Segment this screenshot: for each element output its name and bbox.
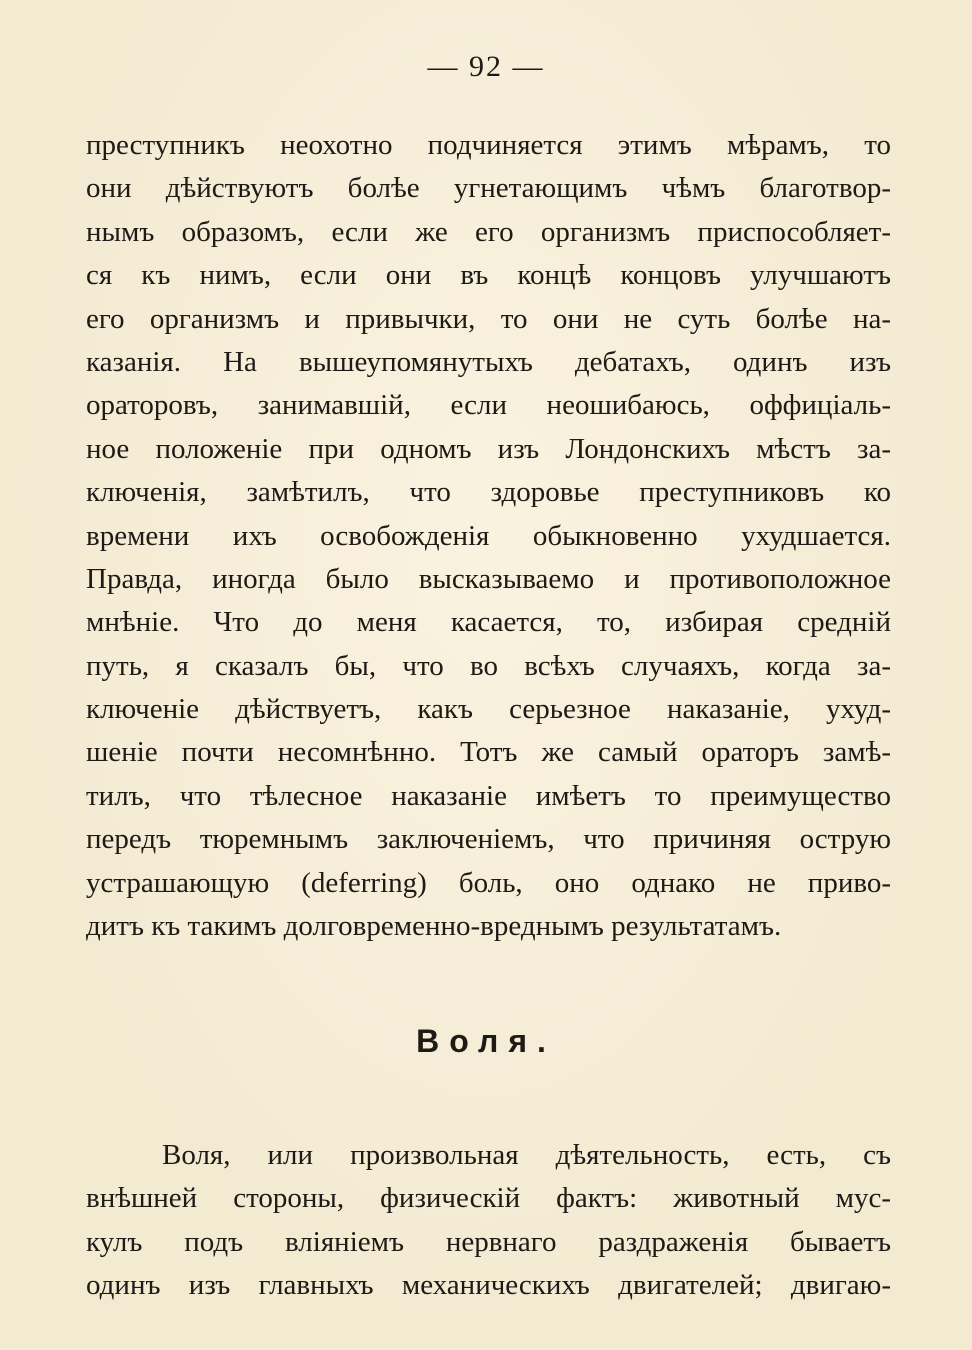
paragraph-2 [86, 1134, 891, 1308]
text-line: шеніе почти несомнѣнно. Тотъ же самый ораторъ замѣ- [86, 736, 891, 769]
page-number: — 92 — [427, 50, 545, 83]
text-line: устрашающую (deferring) боль, оно однако не приво- [86, 866, 891, 899]
text-line: ключенія, замѣтилъ, что здоровье преступниковъ ко [86, 476, 891, 509]
text-line: ся къ нимъ, если они въ концѣ концовъ улучшаютъ [86, 259, 891, 292]
text-line: тилъ, что тѣлесное наказаніе имѣетъ то преимущество [86, 779, 891, 812]
text-line: одинъ изъ главныхъ механическихъ двигателей; двигаю- [86, 1269, 891, 1302]
text-line: ораторовъ, занимавшій, если неошибаюсь, оффиціаль- [86, 389, 891, 422]
text-line: мнѣніе. Что до меня касается, то, избирая средній [86, 606, 891, 639]
text-line: путь, я сказалъ бы, что во всѣхъ случаяхъ, когда за- [86, 649, 891, 682]
text-line: преступникъ неохотно подчиняется этимъ мѣрамъ, то [86, 129, 891, 161]
paragraph-1 [86, 124, 891, 948]
text-line: кулъ подъ вліяніемъ нервнаго раздраженія бываетъ [86, 1225, 891, 1258]
section-heading: Воля. [416, 1023, 556, 1059]
text-line: его организмъ и привычки, то они не суть болѣе на- [86, 302, 891, 335]
text-line: времени ихъ освобожденія обыкновенно ухудшается. [86, 519, 891, 552]
text-line: казанія. На вышеупомянутыхъ дебатахъ, одинъ изъ [86, 345, 891, 378]
text-line: ное положеніе при одномъ изъ Лондонскихъ мѣстъ за- [86, 432, 891, 465]
text-line: нымъ образомъ, если же его организмъ приспособляет- [86, 215, 891, 248]
text-line: Воля, или произвольная дѣятельность, есть, съ [162, 1139, 891, 1171]
text-line: передъ тюремнымъ заключеніемъ, что причиняя острую [86, 823, 891, 856]
text-line: они дѣйствуютъ болѣе угнетающимъ чѣмъ благотвор- [86, 172, 891, 205]
text-line: внѣшней стороны, физическій фактъ: животный мус- [86, 1182, 891, 1215]
text-line: ключеніе дѣйствуетъ, какъ серьезное наказаніе, ухуд- [86, 693, 891, 726]
text-line: Правда, иногда было высказываемо и противоположное [86, 562, 891, 595]
text-line: дитъ къ такимъ долговременно-вреднымъ результатамъ. [86, 910, 782, 943]
